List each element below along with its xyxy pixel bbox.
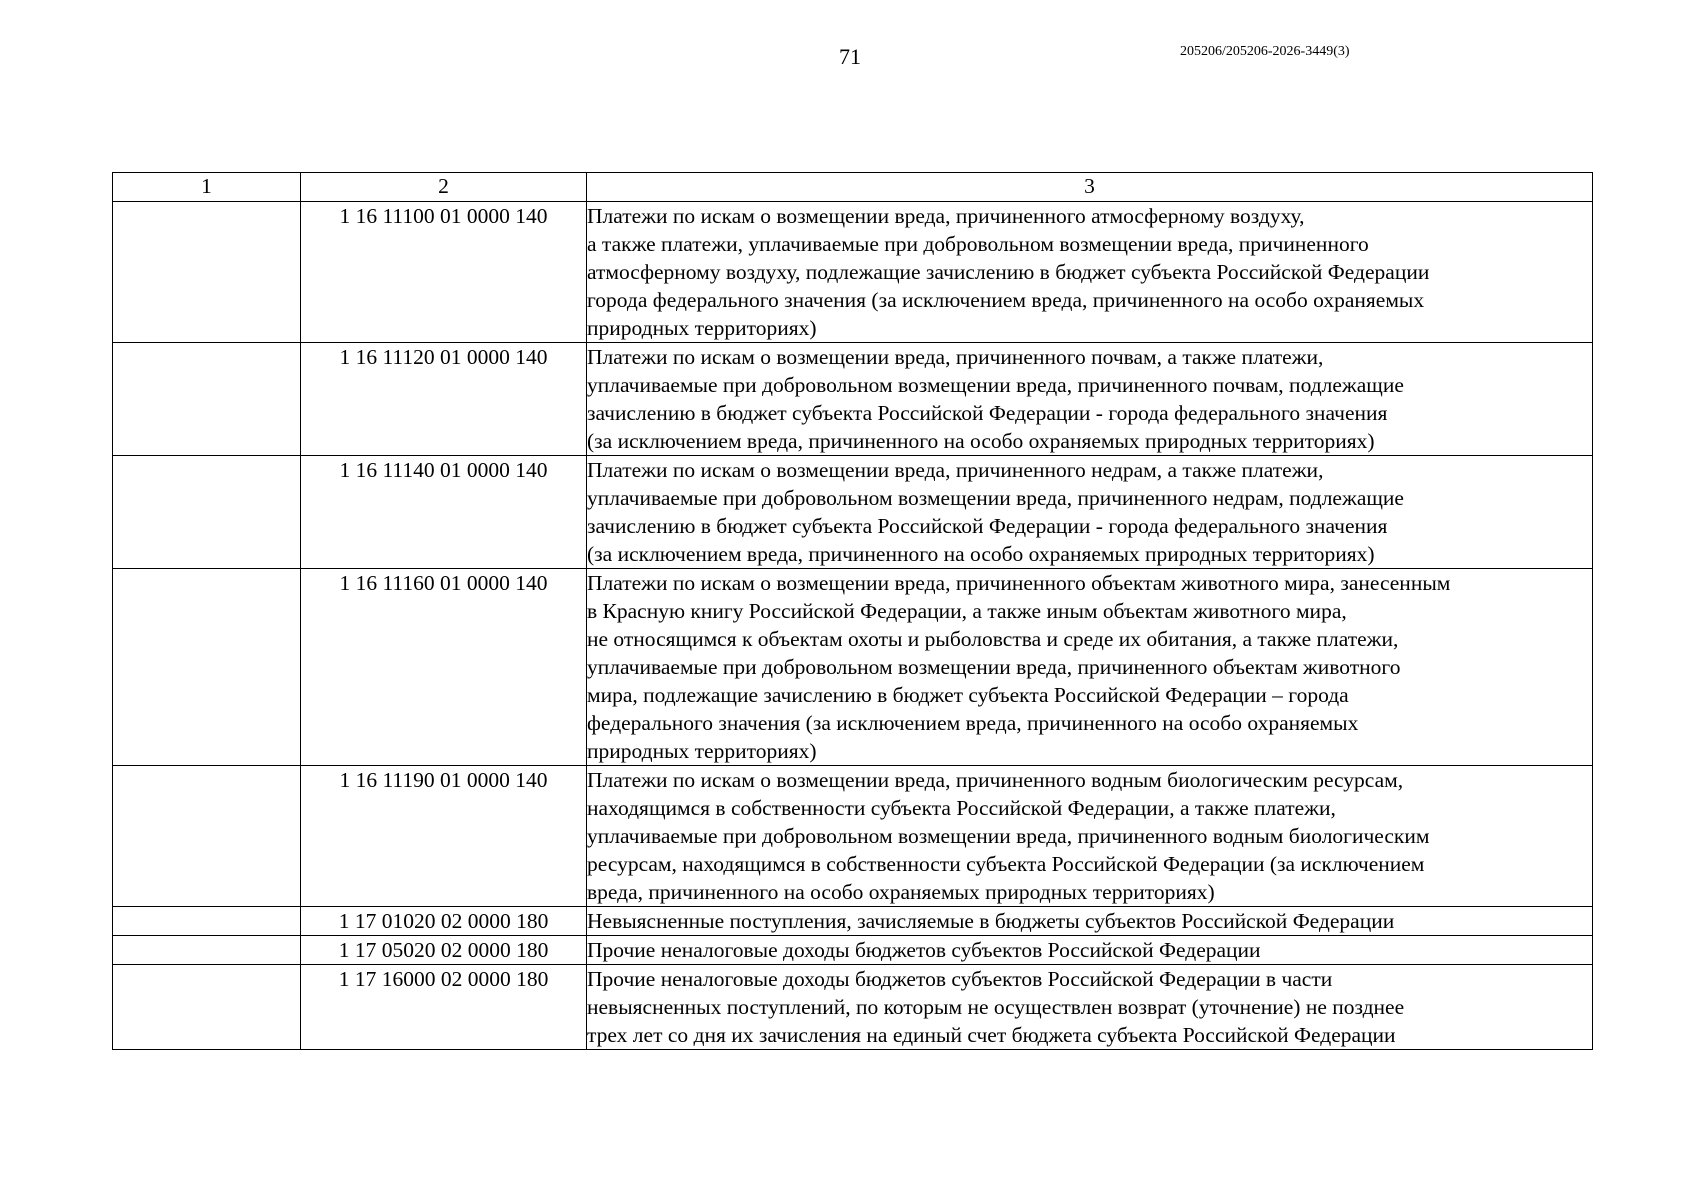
description-line: трех лет со дня их зачисления на единый счет бюджета субъекта Российской Федерации <box>587 1023 1396 1047</box>
revenue-description-cell <box>587 907 1593 936</box>
description-line: уплачиваемые при добровольном возмещении вреда, причиненного недрам, подлежащие <box>587 486 1404 510</box>
description-line: Платежи по искам о возмещении вреда, причиненного атмосферному воздуху, <box>587 204 1305 228</box>
row-col1-cell <box>113 936 301 965</box>
table-row <box>113 766 1593 907</box>
column-header-3: 3 <box>587 173 1593 202</box>
description-line: уплачиваемые при добровольном возмещении вреда, причиненного водным биологическим <box>587 824 1430 848</box>
description-line: находящимся в собственности субъекта Российской Федерации, а также платежи, <box>587 796 1336 820</box>
table-row <box>113 569 1593 766</box>
revenue-code-cell: 1 16 11160 01 0000 140 <box>301 569 587 766</box>
description-line: природных территориях) <box>587 739 817 763</box>
description-line: города федерального значения (за исключением вреда, причиненного на особо охраняемых <box>587 288 1425 312</box>
description-line: зачислению в бюджет субъекта Российской Федерации - города федерального значения <box>587 514 1388 538</box>
description-line: Платежи по искам о возмещении вреда, причиненного почвам, а также платежи, <box>587 345 1324 369</box>
description-line: (за исключением вреда, причиненного на особо охраняемых природных территориях) <box>587 542 1375 566</box>
row-col1-cell <box>113 965 301 1050</box>
revenue-code-cell: 1 17 01020 02 0000 180 <box>301 907 587 936</box>
description-line: невыясненных поступлений, по которым не осуществлен возврат (уточнение) не позднее <box>587 995 1405 1019</box>
table-row <box>113 965 1593 1050</box>
description-line: Платежи по искам о возмещении вреда, причиненного объектам животного мира, занесенным <box>587 571 1451 595</box>
description-line: Невыясненные поступления, зачисляемые в бюджеты субъектов Российской Федерации <box>587 909 1395 933</box>
description-line: Платежи по искам о возмещении вреда, причиненного водным биологическим ресурсам, <box>587 768 1404 792</box>
revenue-description-cell <box>587 965 1593 1050</box>
row-col1-cell <box>113 766 301 907</box>
description-line: мира, подлежащие зачислению в бюджет субъекта Российской Федерации – города <box>587 683 1349 707</box>
revenue-code-cell: 1 17 05020 02 0000 180 <box>301 936 587 965</box>
revenue-description-cell <box>587 936 1593 965</box>
budget-classification-table <box>112 172 1593 1050</box>
table-row <box>113 907 1593 936</box>
document-code: 205206/205206-2026-3449(3) <box>1180 44 1350 59</box>
description-line: ресурсам, находящимся в собственности субъекта Российской Федерации (за исключением <box>587 852 1425 876</box>
description-line: федерального значения (за исключением вреда, причиненного на особо охраняемых <box>587 711 1359 735</box>
description-line: Прочие неналоговые доходы бюджетов субъектов Российской Федерации <box>587 938 1261 962</box>
revenue-description-cell <box>587 343 1593 456</box>
row-col1-cell <box>113 202 301 343</box>
description-line: атмосферному воздуху, подлежащие зачислению в бюджет субъекта Российской Федерации <box>587 260 1430 284</box>
revenue-code-cell: 1 16 11100 01 0000 140 <box>301 202 587 343</box>
page-number: 71 <box>839 44 861 69</box>
description-line: Прочие неналоговые доходы бюджетов субъектов Российской Федерации в части <box>587 967 1333 991</box>
table-row <box>113 456 1593 569</box>
table-row <box>113 936 1593 965</box>
description-line: не относящимся к объектам охоты и рыболовства и среде их обитания, а также платежи, <box>587 627 1399 651</box>
row-col1-cell <box>113 569 301 766</box>
description-line: вреда, причиненного на особо охраняемых природных территориях) <box>587 880 1215 904</box>
table-body <box>113 202 1593 1050</box>
row-col1-cell <box>113 343 301 456</box>
description-line: а также платежи, уплачиваемые при добровольном возмещении вреда, причиненного <box>587 232 1369 256</box>
description-line: уплачиваемые при добровольном возмещении вреда, причиненного почвам, подлежащие <box>587 373 1404 397</box>
description-line: в Красную книгу Российской Федерации, а также иным объектам животного мира, <box>587 599 1347 623</box>
revenue-description-cell <box>587 202 1593 343</box>
row-col1-cell <box>113 907 301 936</box>
description-line: зачислению в бюджет субъекта Российской Федерации - города федерального значения <box>587 401 1388 425</box>
table-row <box>113 202 1593 343</box>
table-row <box>113 343 1593 456</box>
revenue-code-cell: 1 16 11190 01 0000 140 <box>301 766 587 907</box>
revenue-description-cell <box>587 569 1593 766</box>
row-col1-cell <box>113 456 301 569</box>
description-line: Платежи по искам о возмещении вреда, причиненного недрам, а также платежи, <box>587 458 1324 482</box>
revenue-description-cell <box>587 766 1593 907</box>
revenue-code-cell: 1 16 11120 01 0000 140 <box>301 343 587 456</box>
description-line: уплачиваемые при добровольном возмещении вреда, причиненного объектам животного <box>587 655 1401 679</box>
column-header-2: 2 <box>301 173 587 202</box>
column-header-1: 1 <box>113 173 301 202</box>
revenue-code-cell: 1 16 11140 01 0000 140 <box>301 456 587 569</box>
table-header-row <box>113 173 1593 202</box>
revenue-code-cell: 1 17 16000 02 0000 180 <box>301 965 587 1050</box>
description-line: природных территориях) <box>587 316 817 340</box>
description-line: (за исключением вреда, причиненного на особо охраняемых природных территориях) <box>587 429 1375 453</box>
revenue-description-cell <box>587 456 1593 569</box>
